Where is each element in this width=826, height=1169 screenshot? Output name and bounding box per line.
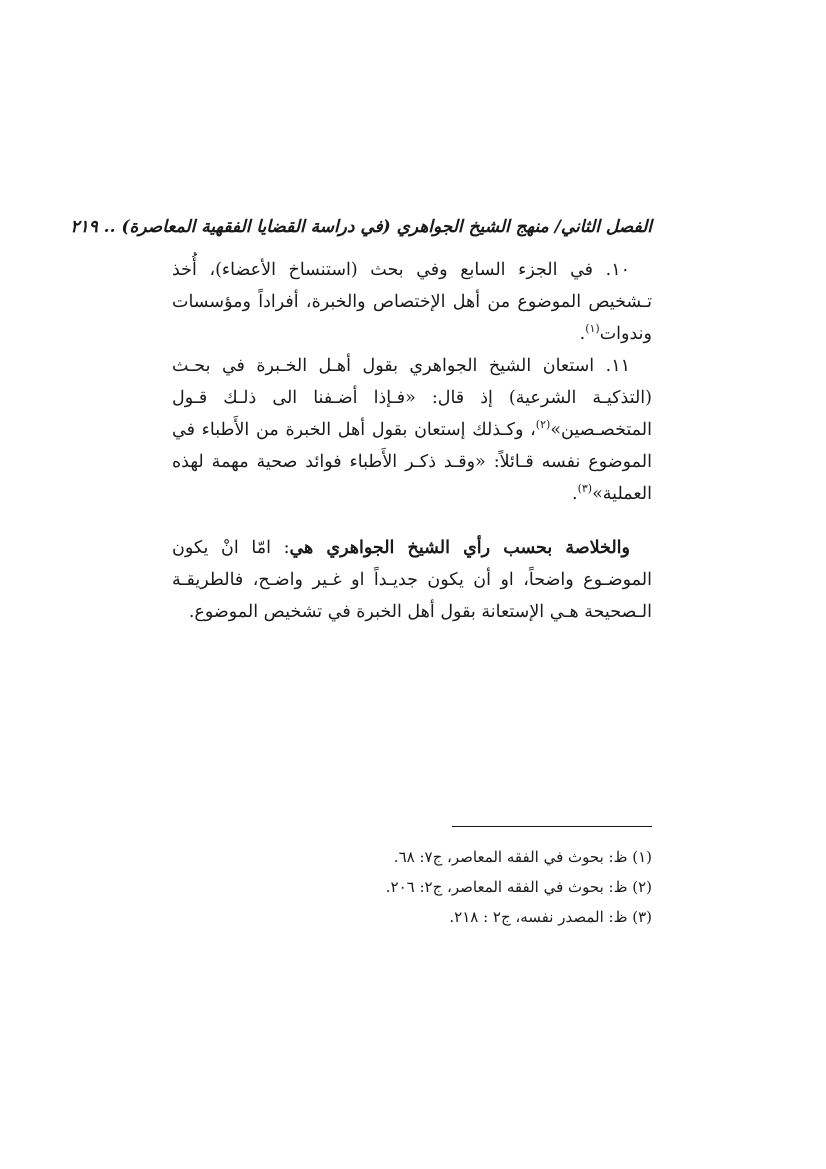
paragraph-11-text-b: ، وكـذلك إستعان بقول أهل الخبرة من الأَطباء في الموضوع نفسه قـائلاً: «وقـد ذكـر الأَطباء فوائد صحية مهمة لهذه العملية» xyxy=(172,420,652,504)
footnote-ref-1: (١) xyxy=(585,322,600,336)
paragraph-11 xyxy=(172,350,652,510)
conclusion-text: : امّا انْ يكون الموضـوع واضحاً، او أن يكون جديـداً او غـير واضـح، فالطريقـة الـصحيحة هـي الإستعانة بقول أهل الخبرة في تشخيص الموضوع. xyxy=(172,538,652,622)
footnotes xyxy=(300,842,652,932)
paragraph-11-text-a: ١١. استعان الشيخ الجواهري بقول أهـل الخـبرة في بحـث (التذكيـة الشرعية) إذ قال: «فـإذا أضـفنا الى ذلـك قـول المتخصـصين» xyxy=(172,356,652,440)
main-text xyxy=(172,254,652,628)
paragraph-10-text: ١٠. في الجزء السابع وفي بحث (استنساخ الأعضاء)، أُخذ تـشخيص الموضوع من أهل الإختصاص والخبرة، أفراداً ومؤسسات وندوات xyxy=(172,260,652,344)
footnote-ref-3: (٣) xyxy=(577,482,593,496)
footnote-separator xyxy=(452,826,652,827)
paragraph-10 xyxy=(172,254,652,350)
conclusion-paragraph xyxy=(172,532,652,628)
footnote-ref-2: (٢) xyxy=(535,418,551,432)
footnote-2: (٢) ظ: بحوث في الفقه المعاصر، ج٢: ٢٠٦. xyxy=(385,878,652,896)
paragraph-11-end: . xyxy=(571,484,578,504)
running-header: الفصل الثاني/ منهج الشيخ الجواهري (في دراسة القضايا الفقهية المعاصرة) .. ٢١٩ xyxy=(70,217,652,237)
paragraph-10-end: . xyxy=(579,324,586,344)
footnote-3: (٣) ظ: المصدر نفسه، ج٢ : ٢١٨. xyxy=(449,908,652,926)
footnote-1: (١) ظ: بحوث في الفقه المعاصر، ج٧: ٦٨. xyxy=(393,848,652,866)
conclusion-lead: والخلاصة بحسب رأي الشيخ الجواهري هي xyxy=(289,538,630,558)
